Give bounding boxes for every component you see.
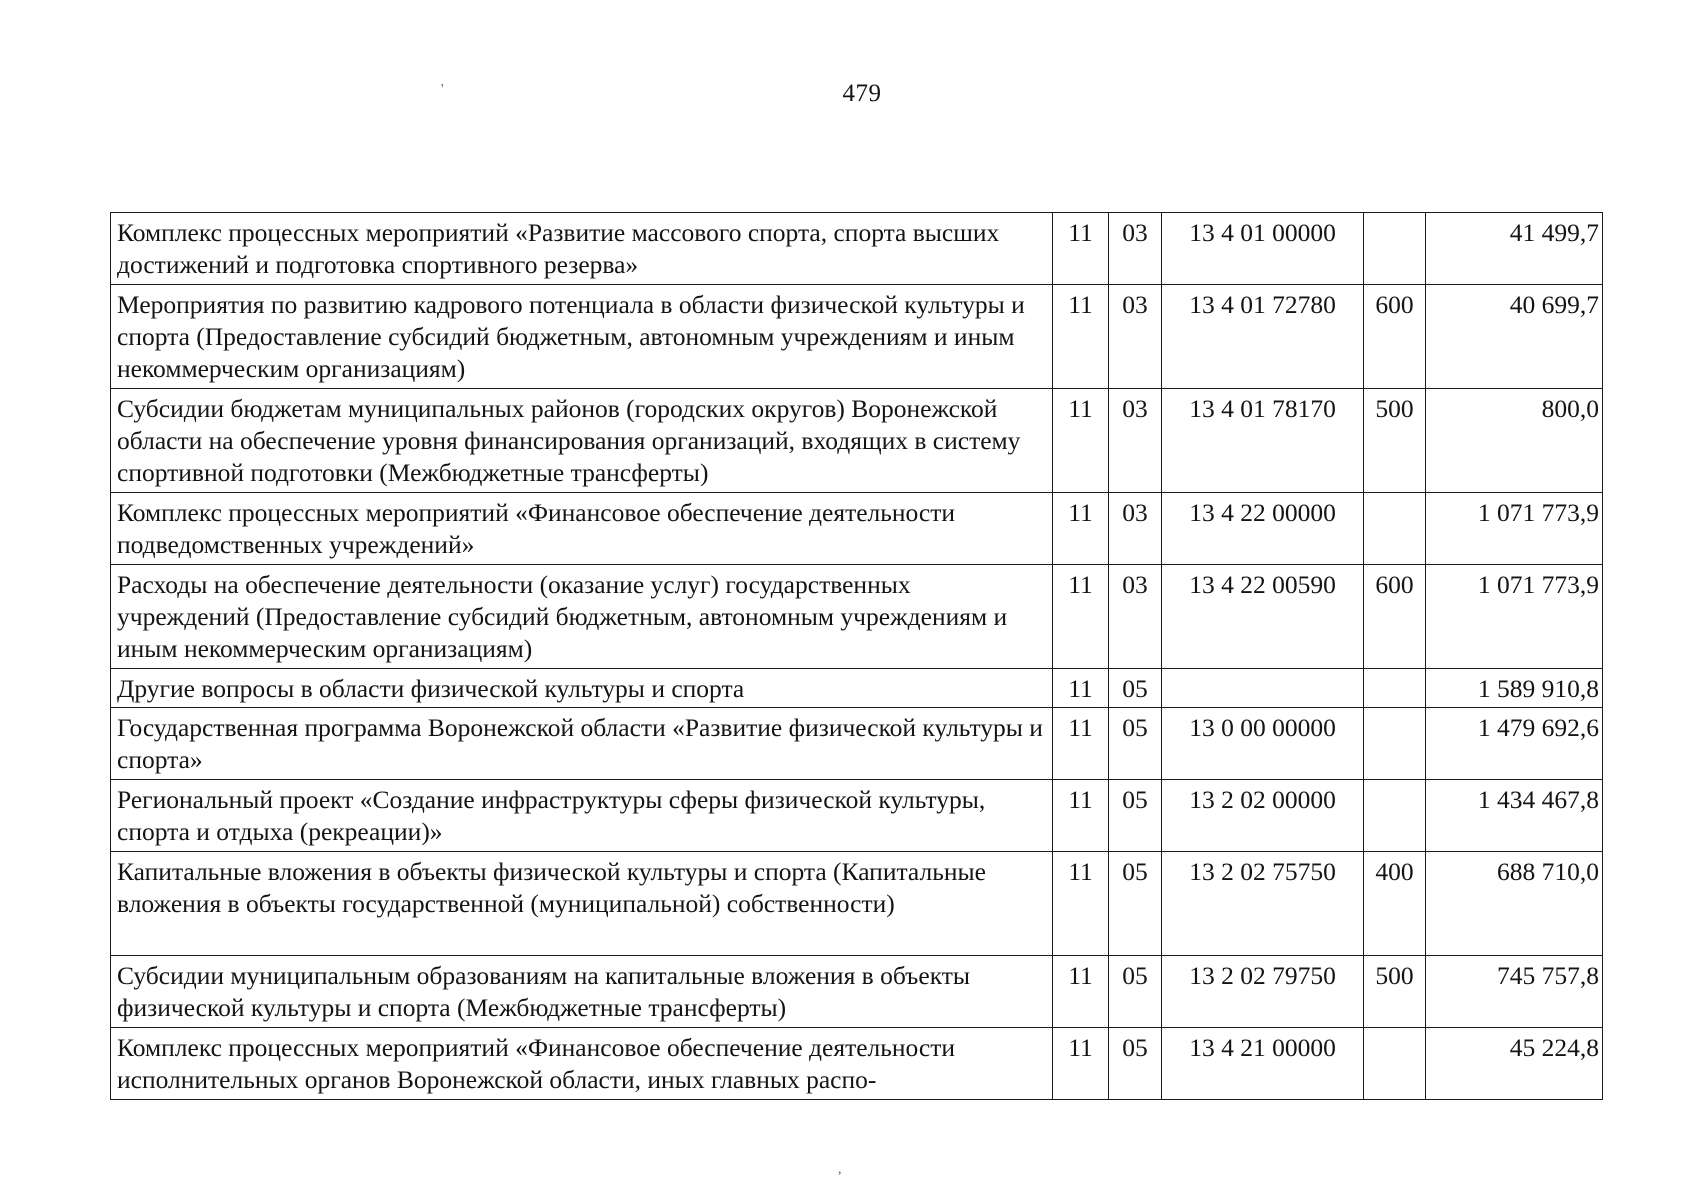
- target-article-code-cell: 13 4 01 00000: [1162, 213, 1364, 285]
- target-article-code-cell: [1162, 669, 1364, 708]
- section-code-cell: 11: [1053, 493, 1109, 565]
- amount-cell: 745 757,8: [1426, 956, 1603, 1028]
- section-code-cell: 11: [1053, 1028, 1109, 1100]
- target-article-code-cell: 13 2 02 00000: [1162, 780, 1364, 852]
- section-code-cell: 11: [1053, 285, 1109, 389]
- row-name-cell: Комплекс процессных мероприятий «Финансовое обеспечение деятельности подведомственных учреждений»: [111, 493, 1053, 565]
- subsection-code-cell: 05: [1109, 780, 1162, 852]
- section-code-cell: 11: [1053, 780, 1109, 852]
- target-article-code-cell: 13 2 02 75750: [1162, 852, 1364, 956]
- row-name-cell: Региональный проект «Создание инфраструктуры сферы физической культуры, спорта и отдыха (рекреации)»: [111, 780, 1053, 852]
- scan-speck: ': [441, 82, 444, 97]
- subsection-code-cell: 05: [1109, 1028, 1162, 1100]
- amount-cell: 1 434 467,8: [1426, 780, 1603, 852]
- row-name-cell: Другие вопросы в области физической культуры и спорта: [111, 669, 1053, 708]
- subsection-code-cell: 03: [1109, 565, 1162, 669]
- expense-type-code-cell: [1364, 780, 1426, 852]
- expense-type-code-cell: [1364, 1028, 1426, 1100]
- section-code-cell: 11: [1053, 708, 1109, 780]
- section-code-cell: 11: [1053, 389, 1109, 493]
- target-article-code-cell: 13 4 01 78170: [1162, 389, 1364, 493]
- subsection-code-cell: 05: [1109, 956, 1162, 1028]
- table-row: [111, 1028, 1603, 1100]
- expense-type-code-cell: 500: [1364, 956, 1426, 1028]
- row-name-cell: Субсидии муниципальным образованиям на капитальные вложения в объекты физической культуры и спорта (Межбюджетные трансферты): [111, 956, 1053, 1028]
- expense-type-code-cell: [1364, 708, 1426, 780]
- subsection-code-cell: 05: [1109, 852, 1162, 956]
- target-article-code-cell: 13 0 00 00000: [1162, 708, 1364, 780]
- table-row: [111, 493, 1603, 565]
- expense-type-code-cell: 600: [1364, 565, 1426, 669]
- subsection-code-cell: 03: [1109, 389, 1162, 493]
- subsection-code-cell: 03: [1109, 493, 1162, 565]
- target-article-code-cell: 13 4 22 00590: [1162, 565, 1364, 669]
- target-article-code-cell: 13 4 22 00000: [1162, 493, 1364, 565]
- row-name-cell: Комплекс процессных мероприятий «Финансовое обеспечение деятельности исполнительных органов Воронежской области, иных главных распо-: [111, 1028, 1053, 1100]
- row-name-cell: Расходы на обеспечение деятельности (оказание услуг) государственных учреждений (Предоставление субсидий бюджетным, автономным учреждениям и иным некоммерческим организациям): [111, 565, 1053, 669]
- subsection-code-cell: 05: [1109, 669, 1162, 708]
- subsection-code-cell: 05: [1109, 708, 1162, 780]
- table-row: [111, 852, 1603, 956]
- table-row: [111, 780, 1603, 852]
- amount-cell: 800,0: [1426, 389, 1603, 493]
- row-name-cell: Субсидии бюджетам муниципальных районов (городских округов) Воронежской области на обеспечение уровня финансирования организаций, входящих в систему спортивной подготовки (Межбюджетные трансферты): [111, 389, 1053, 493]
- amount-cell: 45 224,8: [1426, 1028, 1603, 1100]
- budget-expenditure-table: [110, 212, 1603, 1100]
- expense-type-code-cell: 500: [1364, 389, 1426, 493]
- table-row: [111, 565, 1603, 669]
- expense-type-code-cell: [1364, 213, 1426, 285]
- amount-cell: 1 071 773,9: [1426, 565, 1603, 669]
- table-row: [111, 669, 1603, 708]
- amount-cell: 688 710,0: [1426, 852, 1603, 956]
- expense-type-code-cell: [1364, 669, 1426, 708]
- table-row: [111, 956, 1603, 1028]
- scan-speck: ,: [838, 1162, 842, 1177]
- section-code-cell: 11: [1053, 852, 1109, 956]
- target-article-code-cell: 13 4 21 00000: [1162, 1028, 1364, 1100]
- table-row: [111, 708, 1603, 780]
- target-article-code-cell: 13 2 02 79750: [1162, 956, 1364, 1028]
- amount-cell: 1 071 773,9: [1426, 493, 1603, 565]
- amount-cell: 1 589 910,8: [1426, 669, 1603, 708]
- subsection-code-cell: 03: [1109, 213, 1162, 285]
- amount-cell: 40 699,7: [1426, 285, 1603, 389]
- section-code-cell: 11: [1053, 956, 1109, 1028]
- amount-cell: 41 499,7: [1426, 213, 1603, 285]
- row-name-cell: Комплекс процессных мероприятий «Развитие массового спорта, спорта высших достижений и подготовка спортивного резерва»: [111, 213, 1053, 285]
- expense-type-code-cell: 600: [1364, 285, 1426, 389]
- section-code-cell: 11: [1053, 669, 1109, 708]
- expense-type-code-cell: 400: [1364, 852, 1426, 956]
- target-article-code-cell: 13 4 01 72780: [1162, 285, 1364, 389]
- page-number: 479: [842, 80, 882, 107]
- row-name-cell: Капитальные вложения в объекты физической культуры и спорта (Капитальные вложения в объекты государственной (муниципальной) собственности): [111, 852, 1053, 956]
- table-row: [111, 389, 1603, 493]
- expense-type-code-cell: [1364, 493, 1426, 565]
- table-row: [111, 213, 1603, 285]
- row-name-cell: Государственная программа Воронежской области «Развитие физической культуры и спорта»: [111, 708, 1053, 780]
- section-code-cell: 11: [1053, 213, 1109, 285]
- amount-cell: 1 479 692,6: [1426, 708, 1603, 780]
- row-name-cell: Мероприятия по развитию кадрового потенциала в области физической культуры и спорта (Предоставление субсидий бюджетным, автономным учреждениям и иным некоммерческим организациям): [111, 285, 1053, 389]
- subsection-code-cell: 03: [1109, 285, 1162, 389]
- table-row: [111, 285, 1603, 389]
- section-code-cell: 11: [1053, 565, 1109, 669]
